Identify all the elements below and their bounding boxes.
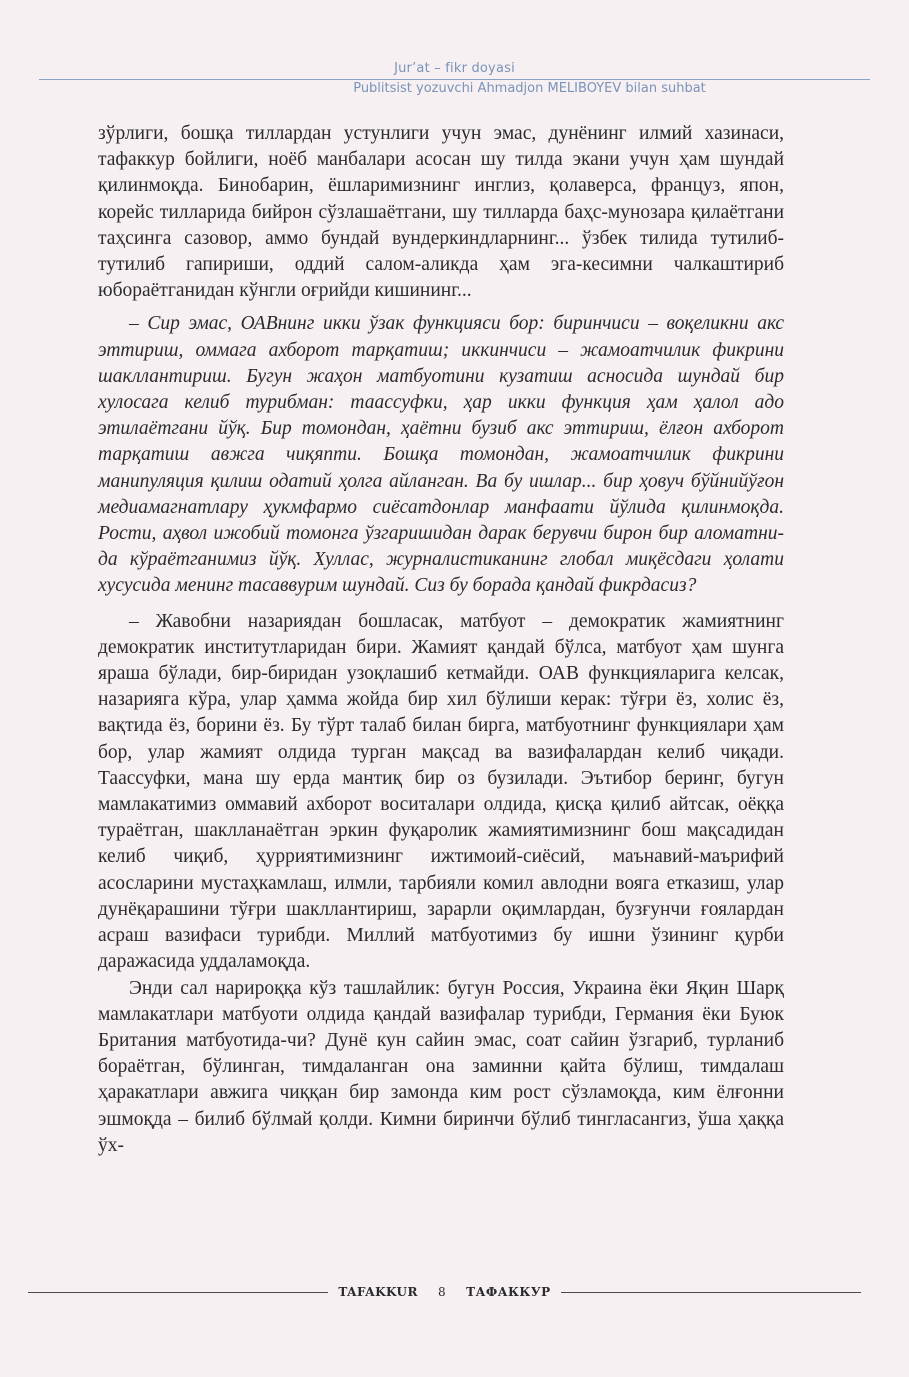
interviewer-question: – Сир эмас, ОАВнинг икки ўзак функцияси бор: биринчиси – воқеликни акс эттириш, оммага ахборот тарқатиш; иккинчиси – жамоатчилик фикрини шакллантириш. Бугун жаҳон матбуотини кузатиш асносида шундай бир хулосага келиб турибман: таассуфки, ҳар икки функция ҳам ҳалол адо этилаётгани йўқ. Бир томондан, ҳаётни бузиб акс эттириш, ёлғон ахборот тарқатиш авжга чиқяпти. Бошқа томондан, жамоатчилик фикрини манипуляция қилиш одатий ҳолга айланган. Ва бу ишлар... бир ҳовуч бўйнийўғон медиамагнатлару ҳукмфармо сиёсатдонлар манфаати йўлида қилинмоқда. Рости, аҳвол ижобий томонга ўзгаришидан дарак берувчи бирон бир аломатни-да кўраётганимиз йўқ. Хуллас, журналистиканинг глобал миқёсдаги ҳолати хусусида менинг тасаввурим шундай. Сиз бу борада қандай фикрдасиз?	[98, 313, 784, 597]
footer-title-cyrillic: ТАФАККУР	[466, 1285, 551, 1299]
footer-rule-right	[561, 1292, 861, 1293]
article-body	[98, 121, 784, 1159]
running-head	[0, 60, 909, 98]
footer-title-latin: TAFAKKUR	[338, 1285, 418, 1299]
answer-paragraph: – Жавобни назариядан бошласак, матбуот – демократик жамиятнинг демократик институтларидан бири. Жамият қандай бўлса, матбуот ҳам шунга яраша бўлади, бир-биридан узоқлашиб кетмайди. ОАВ функцияларига келсак, назарияга кўра, улар ҳамма жойда бир хил бўлиши керак: тўғри ёз, холис ёз, вақтида ёз, борини ёз. Бу тўрт талаб билан бирга, матбуотнинг функциялари ҳам бор, улар жамият олдида турган мақсад ва вазифалардан келиб чиқади. Таассуфки, мана шу ерда мантиқ бир оз бузилади. Эътибор беринг, бугун мамлакатимиз оммавий ахборот воситалари олдида, қисқа қилиб айтсак, оёққа тураётган, шаклланаётган эркин фуқаролик жамиятимизнинг бош мақсадидан келиб чиқиб, ҳурриятимизнинг ижтимоий-сиёсий, маънавий-маърифий асосларини мустаҳкамлаш, илмли, тарбияли комил авлодни вояга етказиш, улар дунёқарашини тўғри шакллантириш, зарарли оқимлардан, бузғунчи ғоялардан асраш вазифаси турибди. Миллий матбуотимиз бу ишни ўзининг қурби даражасида уддаламоқда.	[98, 610, 784, 973]
running-head-subtitle: Publitsist yozuvchi Ahmadjon MELIBOYEV bilan suhbat	[353, 81, 706, 96]
page-footer	[28, 1285, 861, 1299]
running-head-title: Jur’at – fikr doyasi	[394, 61, 515, 76]
paragraph-continuation: зўрлиги, бошқа тиллардан устунлиги учун эмас, дунёнинг илмий хазинаси, тафаккур бойлиги, ноёб манбалари асосан шу тилда экани учун ҳам шундай қилинмоқда. Бинобарин, ёшларимизнинг инглиз, қолаверса, француз, япон, корейс тилларида бийрон сўзлашаётгани, шу тилларда баҳс-мунозара қилаётгани таҳсинга сазовор, аммо бундай вундеркиндларнинг... ўзбек тилида тутилиб-тутилиб гапириши, оддий салом-аликда ҳам эга-кесимни чалкаштириб юбораётганидан кўнгли оғрийди кишининг...	[98, 123, 784, 302]
answer-paragraph-2: Энди сал нарироққа кўз ташлайлик: бугун Россия, Украина ёки Яқин Шарқ мамлакатлари матбуоти олдида қандай вазифалар турибди, Германия ёки Буюк Британия матбуотида-чи? Дунё кун сайин эмас, соат сайин ўзгариб, турланиб бораётган, бўлинган, тимдаланган она заминни қайта бўлиш, тимдалаш ҳаракатлари авжига чиққан бир замонда ким рост сўзламоқда, ким ёлғонни эшмоқда – билиб бўлмай қолди. Кимни биринчи бўлиб тингласангиз, ўша ҳаққа ўх-	[98, 977, 784, 1156]
footer-rule-left	[28, 1292, 328, 1293]
page-number: 8	[438, 1285, 447, 1299]
